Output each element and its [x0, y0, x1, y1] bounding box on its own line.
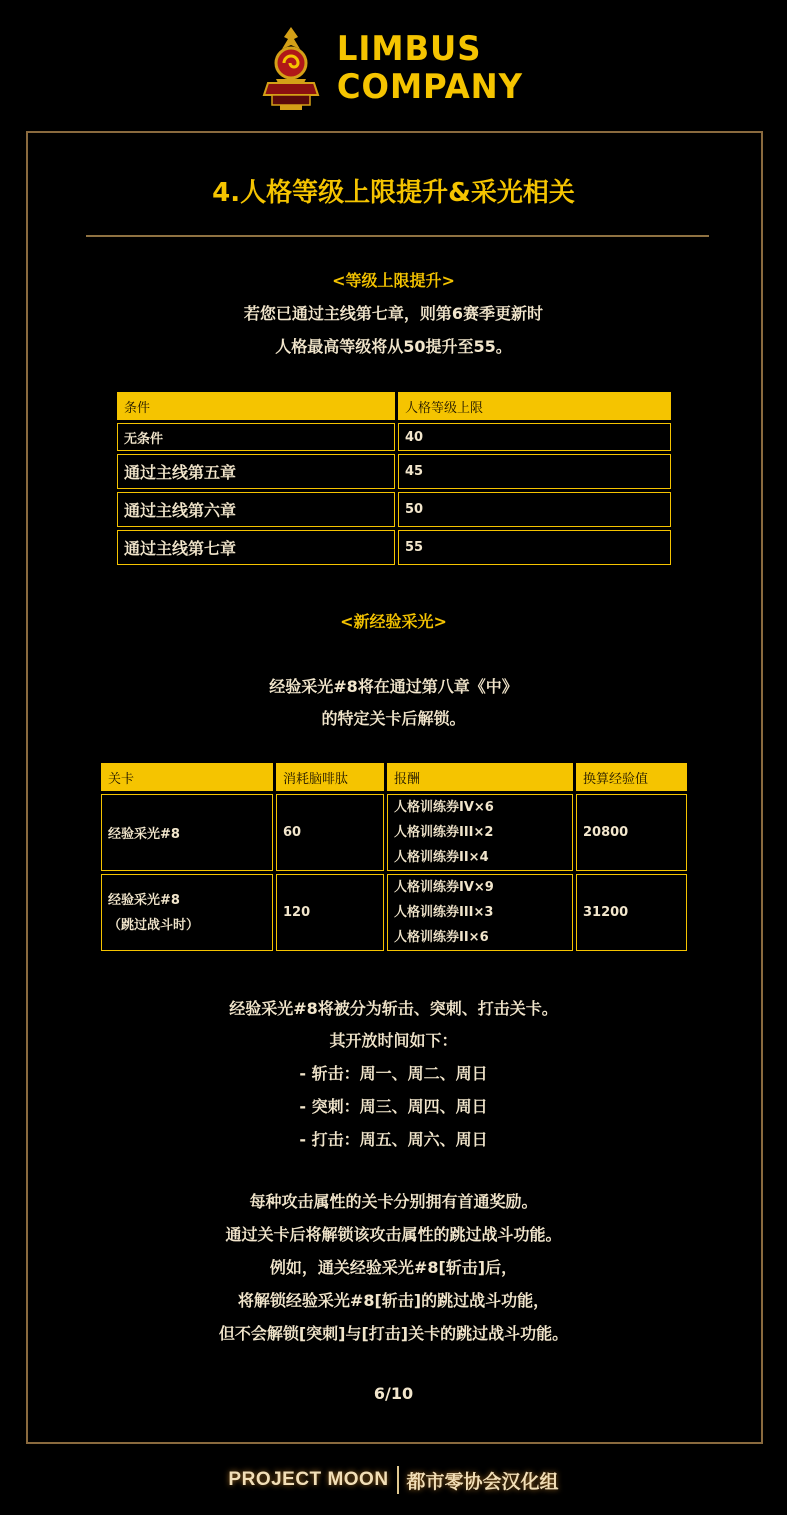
table-cell: 50 — [398, 492, 671, 527]
table-header-cell: 人格等级上限 — [398, 392, 671, 420]
table-header-cell: 关卡 — [101, 763, 273, 791]
note-line: 将解锁经验采光#8[斩击]的跳过战斗功能， — [237, 1291, 550, 1310]
reward-item: 人格训练券IV×6 — [394, 800, 494, 815]
table-row — [101, 874, 687, 951]
level-cap-table — [114, 389, 674, 568]
table-cell: 通过主线第六章 — [117, 492, 395, 527]
schedule-line: - 斩击：周一、周二、周日 — [299, 1064, 488, 1083]
table-cell: 无条件 — [117, 423, 395, 451]
level-section-line-2: 人格最高等级将从50提升至55。 — [275, 337, 512, 356]
schedule-line: - 突刺：周三、周四、周日 — [299, 1097, 488, 1116]
logo-wordmark — [336, 30, 522, 106]
exp-section-line-1: 经验采光#8将在通过第八章《中》 — [269, 677, 518, 696]
schedule-line: 经验采光#8将被分为斩击、突刺、打击关卡。 — [229, 999, 558, 1018]
table-cell-exp: 31200 — [576, 874, 687, 951]
level-section-line-1: 若您已通过主线第七章，则第6赛季更新时 — [243, 304, 544, 323]
footer-translation-group: 都市零协会汉化组 — [406, 1470, 559, 1493]
page-number: 6/10 — [373, 1384, 414, 1403]
stage-note: （跳过战斗时） — [108, 917, 200, 933]
reward-item: 人格训练券III×2 — [394, 825, 494, 840]
table-row — [117, 454, 671, 489]
table-cell: 通过主线第七章 — [117, 530, 395, 565]
note-line: 通过关卡后将解锁该攻击属性的跳过战斗功能。 — [225, 1225, 562, 1244]
title-divider — [86, 235, 709, 237]
table-header-cell: 消耗脑啡肽 — [276, 763, 384, 791]
page-title: 4.人格等级上限提升&采光相关 — [212, 178, 575, 208]
table-cell: 通过主线第五章 — [117, 454, 395, 489]
table-row — [117, 423, 671, 451]
logo-line-1: LIMBUS — [336, 28, 482, 69]
footer-project-moon: PROJECT MOON — [228, 1469, 389, 1490]
stage-name: 经验采光#8 — [108, 827, 180, 842]
table-cell-rewards — [387, 794, 573, 871]
table-cell-stage — [101, 794, 273, 871]
schedule-line: 其开放时间如下： — [329, 1031, 458, 1050]
reward-item: 人格训练券II×4 — [394, 850, 489, 865]
table-row — [101, 794, 687, 871]
table-cell: 55 — [398, 530, 671, 565]
logo-line-2: COMPANY — [336, 66, 523, 107]
reward-item: 人格训练券II×6 — [394, 930, 489, 945]
note-line: 例如，通关经验采光#8[斩击]后， — [269, 1258, 518, 1277]
table-cell-cost: 60 — [276, 794, 384, 871]
table-cell-rewards — [387, 874, 573, 951]
table-cell: 40 — [398, 423, 671, 451]
table-header-cell: 条件 — [117, 392, 395, 420]
note-line: 每种攻击属性的关卡分别拥有首通奖励。 — [249, 1192, 538, 1211]
table-cell-cost: 120 — [276, 874, 384, 951]
table-cell-stage — [101, 874, 273, 951]
table-header-row — [101, 763, 687, 791]
table-row — [117, 530, 671, 565]
exp-section-line-2: 的特定关卡后解锁。 — [321, 709, 466, 728]
schedule-line: - 打击：周五、周六、周日 — [299, 1130, 488, 1149]
limbus-company-emblem-icon — [260, 23, 322, 113]
table-cell: 45 — [398, 454, 671, 489]
note-line: 但不会解锁[突刺]与[打击]关卡的跳过战斗功能。 — [218, 1324, 569, 1343]
reward-item: 人格训练券III×3 — [394, 905, 494, 920]
logo — [0, 20, 787, 115]
table-header-cell: 换算经验值 — [576, 763, 687, 791]
table-row — [117, 492, 671, 527]
table-cell-exp: 20800 — [576, 794, 687, 871]
reward-item: 人格训练券IV×9 — [394, 880, 494, 895]
stage-name: 经验采光#8 — [108, 892, 180, 908]
exp-luxcavation-table — [98, 760, 690, 954]
footer — [0, 1462, 787, 1498]
level-section-heading: <等级上限提升> — [332, 271, 455, 290]
table-header-row — [117, 392, 671, 420]
exp-section-heading: <新经验采光> — [340, 612, 447, 631]
table-header-cell: 报酬 — [387, 763, 573, 791]
footer-separator — [397, 1466, 399, 1494]
